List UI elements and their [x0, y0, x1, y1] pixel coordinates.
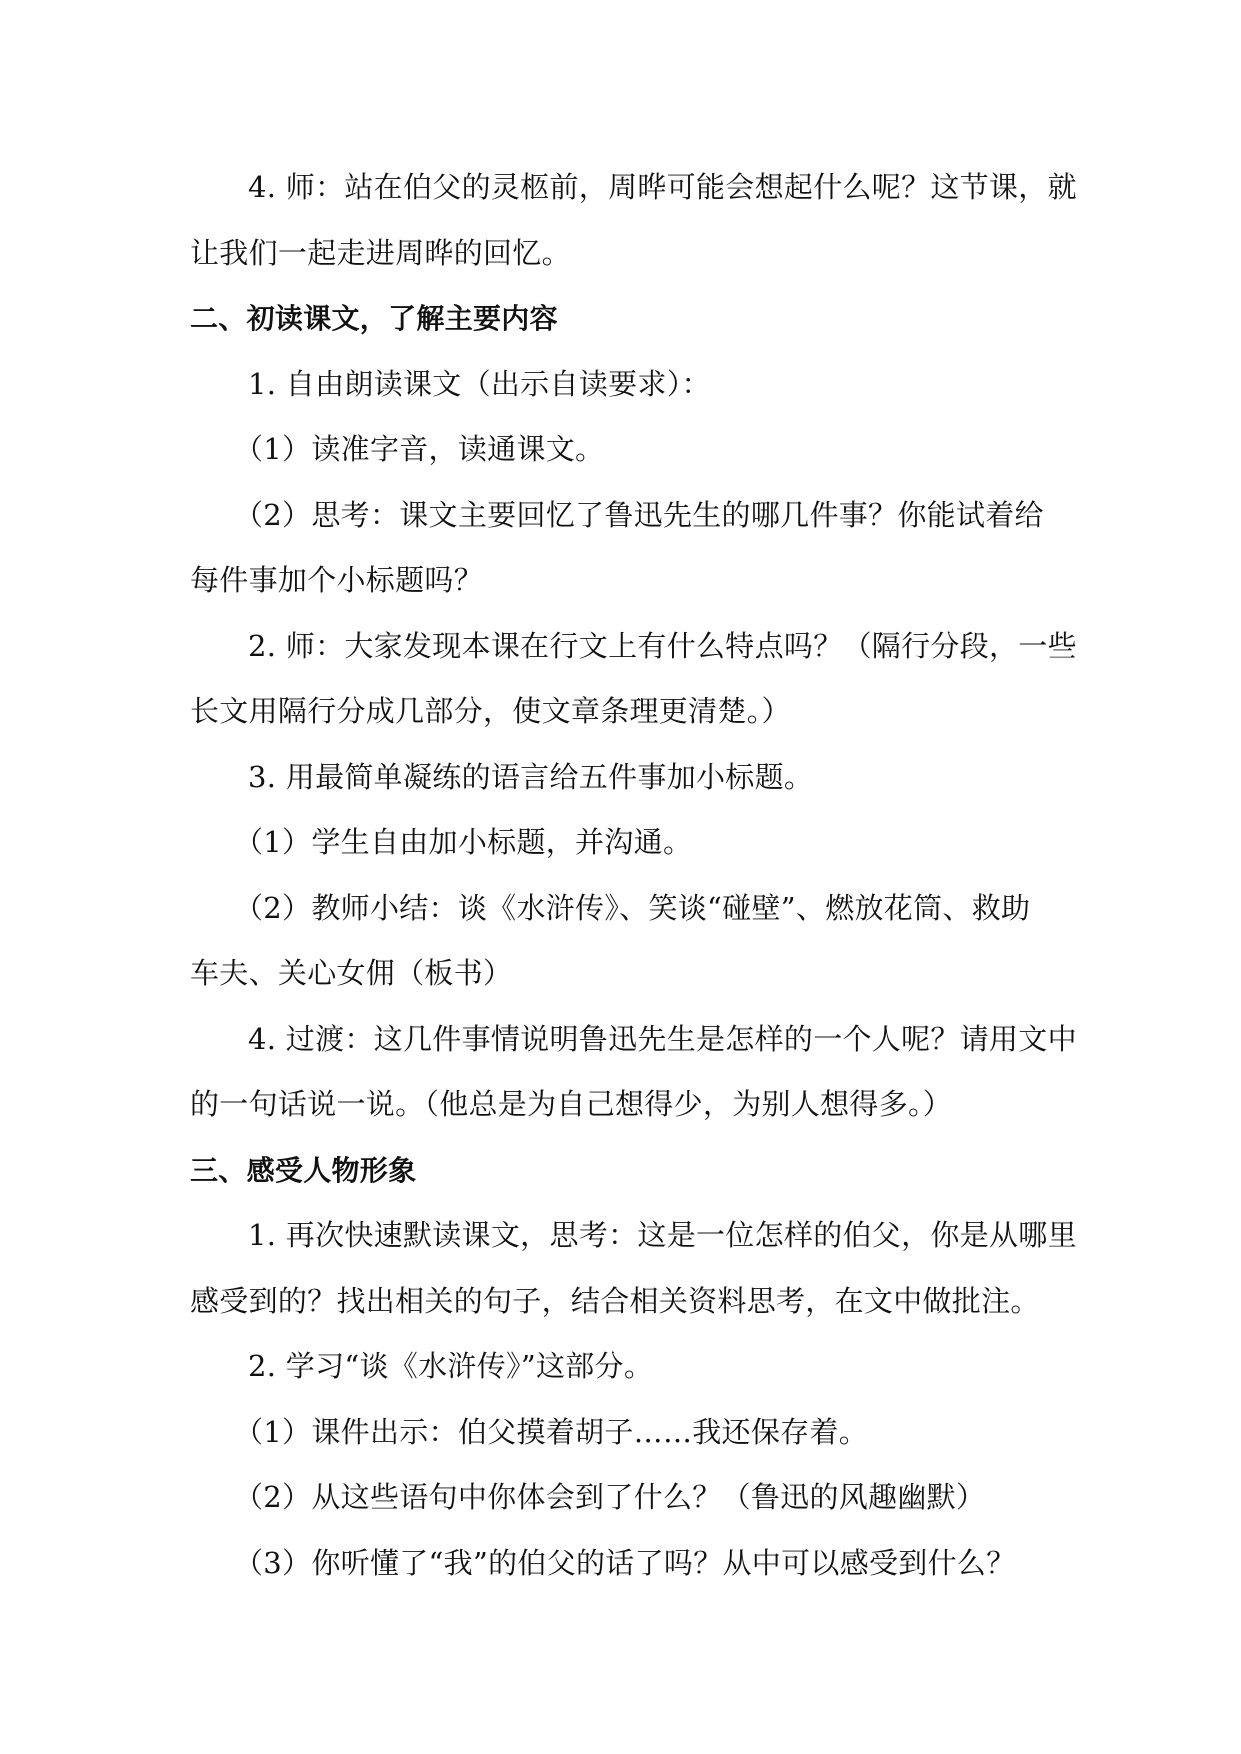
paragraph-line: 4. 师：站在伯父的灵柩前，周晔可能会想起什么呢？这节课，就 — [248, 170, 1077, 204]
paragraph-line: （2）教师小结：谈《水浒传》、笑谈“碰壁”、燃放花筒、救助 — [234, 890, 1031, 925]
paragraph-line: 2. 学习“谈《水浒传》”这部分。 — [248, 1349, 654, 1383]
paragraph-line: （1）课件出示：伯父摸着胡子……我还保存着。 — [234, 1414, 869, 1449]
paragraph-line: （1）学生自由加小标题，并沟通。 — [234, 825, 693, 859]
paragraph-line: 长文用隔行分成几部分，使文章条理更清楚。） — [190, 694, 791, 728]
paragraph-line: （2）思考：课文主要回忆了鲁迅先生的哪几件事？你能试着给 — [234, 497, 1044, 532]
paragraph-line: 1. 再次快速默读课文，思考：这是一位怎样的伯父，你是从哪里 — [248, 1218, 1077, 1252]
document-body — [190, 155, 1077, 1596]
paragraph-line: （1）读准字音，读通课文。 — [234, 432, 605, 466]
paragraph-line: 4. 过渡：这几件事情说明鲁迅先生是怎样的一个人呢？请用文中 — [248, 1021, 1077, 1056]
paragraph-line: 每件事加个小标题吗？ — [190, 563, 484, 597]
paragraph-line: 2. 师：大家发现本课在行文上有什么特点吗？（隔行分段，一些 — [248, 628, 1077, 663]
section-heading: 二、初读课文，了解主要内容 — [190, 302, 558, 335]
paragraph-line: 的一句话说一说。（他总是为自己想得少，为别人想得多。） — [190, 1087, 953, 1121]
paragraph-line: 3. 用最简单凝练的语言给五件事加小标题。 — [248, 759, 814, 794]
paragraph-line: 感受到的？找出相关的句子，结合相关资料思考，在文中做批注。 — [190, 1283, 1040, 1318]
paragraph-line: 车夫、关心女佣（板书） — [190, 956, 513, 990]
paragraph-line: 让我们一起走进周晔的回忆。 — [190, 235, 571, 270]
paragraph-line: （3）你听懂了“我”的伯父的话了吗？从中可以感受到什么？ — [234, 1545, 1016, 1580]
paragraph-line: 1. 自由朗读课文（出示自读要求）： — [248, 366, 711, 401]
paragraph-line: （2）从这些语句中你体会到了什么？（鲁迅的风趣幽默） — [234, 1480, 986, 1514]
section-heading: 三、感受人物形象 — [190, 1153, 417, 1187]
